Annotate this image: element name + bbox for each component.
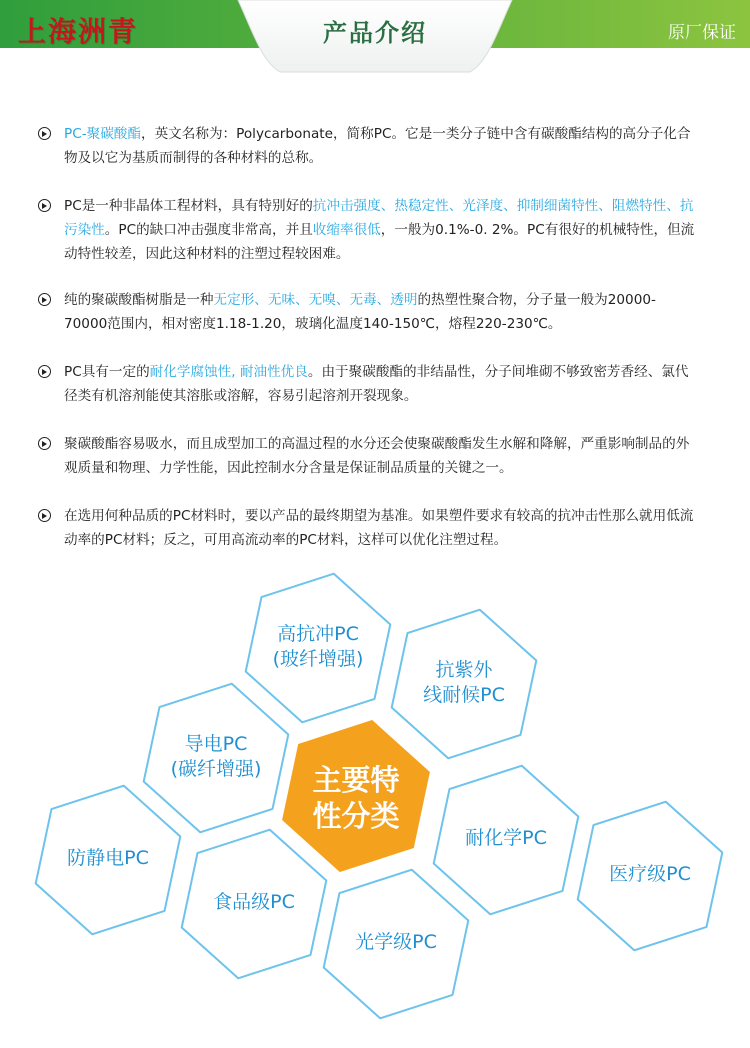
- description-paragraph: [38, 122, 698, 170]
- hex-label-high-impact: 高抗冲PC (玻纤增强): [272, 623, 364, 670]
- body-text: PC是一种非晶体工程材料，具有特别好的: [64, 198, 313, 214]
- body-text: 在选用何种品质的PC材料时，要以产品的最终期望为基准。如果塑件要求有较高的抗冲击性那么就用低流动率的PC材料；反之，可用高流动率的PC材料，这样可以优化注塑过程。: [64, 508, 694, 548]
- body-text: 聚碳酸酯容易吸水，而且成型加工的高温过程的水分还会使聚碳酸酯发生水解和降解，严重影响制品的外观质量和物理、力学性能，因此控制水分含量是保证制品质量的关键之一。: [64, 436, 690, 476]
- pc-category-hex-cluster: [0, 560, 750, 1048]
- circle-arrow-icon: [38, 509, 51, 522]
- paragraph-text: [64, 436, 689, 476]
- circle-arrow-icon: [38, 437, 51, 450]
- hex-label-optical: 光学级PC: [355, 931, 437, 953]
- paragraph-text: [64, 198, 694, 262]
- highlight-text: PC-聚碳酸酯: [64, 126, 141, 142]
- description-paragraph: [38, 432, 698, 480]
- product-description: [38, 122, 698, 576]
- hex-label-uv-weather: 抗紫外 线耐候PC: [423, 659, 505, 706]
- body-text: 纯的聚碳酸酯树脂是一种: [64, 292, 214, 308]
- body-text: 的热塑性聚合物，分子量一般为20000-70000范围内，相对密度1.18-1.20，玻璃化温度140-150℃，熔程220-230℃。: [64, 292, 656, 332]
- paragraph-text: [64, 126, 691, 166]
- paragraph-text: [64, 364, 688, 404]
- highlight-text: 耐化学腐蚀性, 耐油性优良: [149, 364, 308, 380]
- circle-arrow-icon: [38, 293, 51, 306]
- hex-label-food: 食品级PC: [213, 891, 295, 913]
- guarantee-label: 原厂保证: [668, 23, 736, 43]
- section-title: 产品介绍: [323, 19, 427, 47]
- description-paragraph: [38, 194, 698, 266]
- description-paragraph: [38, 288, 698, 336]
- body-text: ，英文名称为：Polycarbonate，简称PC。它是一类分子链中含有碳酸酯结构的高分子化合物及以它为基质而制得的各种材料的总称。: [64, 126, 691, 166]
- page-header: [0, 0, 750, 78]
- circle-arrow-icon: [38, 127, 51, 140]
- body-text: PC具有一定的: [64, 364, 150, 380]
- body-text: 。由于聚碳酸酯的非结晶性，分子间堆砌不够致密芳香经、氯代径类有机溶剂能使其溶胀或溶解，容易引起溶剂开裂现象。: [64, 364, 689, 404]
- circle-arrow-icon: [38, 365, 51, 378]
- highlight-text: 无定形、无味、无嗅、无毒、透明: [213, 292, 418, 308]
- highlight-text: 抗冲击强度、热稳定性、光泽度、抑制细菌特性、阻燃特性、抗污染性: [64, 198, 694, 238]
- body-text: ，一般为0.1%-0. 2%。PC有很好的机械特性，但流动特性较差，因此这种材料的注塑过程较困难。: [64, 222, 695, 262]
- hex-label-medical: 医疗级PC: [609, 863, 691, 885]
- hex-center-label: 主要特 性分类: [312, 763, 400, 833]
- description-paragraph: [38, 504, 698, 552]
- paragraph-text: [64, 292, 656, 332]
- paragraph-text: [64, 508, 693, 548]
- circle-arrow-icon: [38, 199, 51, 212]
- brand-logo-text: 上海洲青: [18, 15, 139, 48]
- description-paragraph: [38, 360, 698, 408]
- highlight-text: 收缩率很低: [312, 222, 381, 238]
- hex-label-chemical: 耐化学PC: [465, 827, 547, 849]
- hex-label-conductive: 导电PC (碳纤增强): [170, 733, 262, 780]
- hex-label-antistatic: 防静电PC: [67, 847, 149, 869]
- body-text: 。PC的缺口冲击强度非常高，并且: [104, 222, 313, 238]
